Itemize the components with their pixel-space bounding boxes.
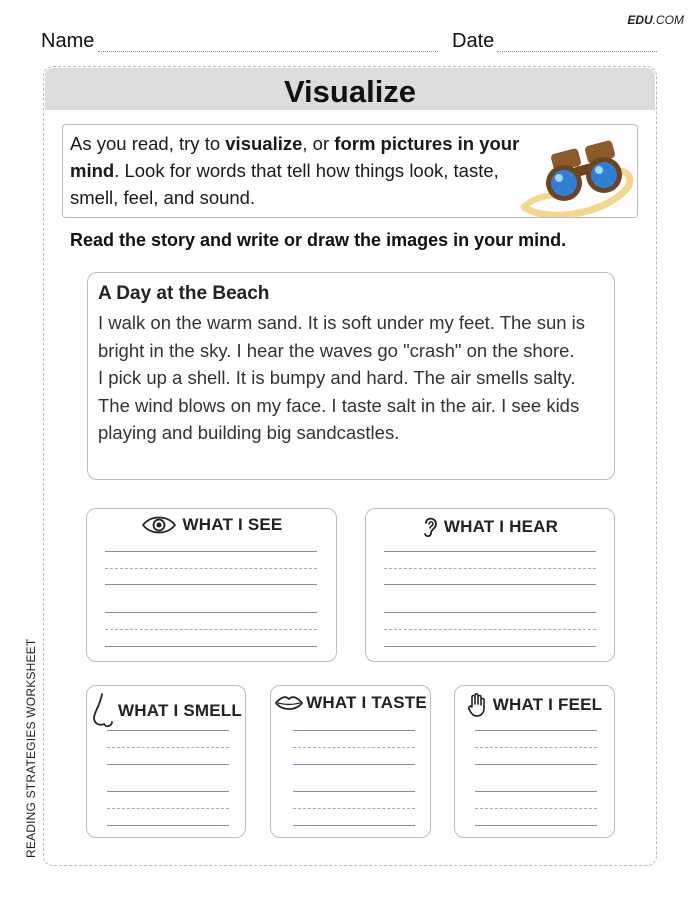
write-line[interactable] (105, 646, 317, 647)
write-line[interactable] (107, 808, 229, 809)
hear-label: WHAT I HEAR (443, 517, 559, 536)
story-body (98, 309, 608, 447)
side-label: READING STRATEGIES WORKSHEET (24, 638, 38, 858)
write-line[interactable] (107, 730, 229, 731)
see-box (86, 508, 337, 662)
write-line[interactable] (475, 764, 597, 765)
write-line[interactable] (293, 730, 415, 731)
write-line[interactable] (105, 612, 317, 613)
taste-label: WHAT I TASTE (306, 693, 427, 712)
write-line[interactable] (475, 791, 597, 792)
write-line[interactable] (107, 825, 229, 826)
page-title: Visualize (283, 74, 417, 109)
write-line[interactable] (107, 764, 229, 765)
lips-icon (274, 692, 304, 714)
hear-box (365, 508, 615, 662)
write-line[interactable] (384, 568, 596, 569)
write-line[interactable] (105, 568, 317, 569)
write-line[interactable] (384, 551, 596, 552)
write-line[interactable] (293, 764, 415, 765)
write-line[interactable] (107, 747, 229, 748)
story-title: A Day at the Beach (98, 283, 270, 304)
feel-box (454, 685, 615, 838)
write-line[interactable] (107, 791, 229, 792)
story-paragraph: I walk on the warm sand. It is soft under my feet. The sun is bright in the sky. I hear the waves go "crash" on the shore. (98, 312, 586, 361)
write-line[interactable] (293, 808, 415, 809)
feel-label: WHAT I FEEL (492, 695, 603, 714)
write-line[interactable] (384, 629, 596, 630)
name-label: Name (41, 30, 95, 52)
write-line[interactable] (293, 825, 415, 826)
intro-text: As you read, try to visualize, or form pictures in your mind. Look for words that tell how things look, taste, smell, feel, and sound. (70, 133, 520, 208)
write-line[interactable] (384, 584, 596, 585)
instruction: Read the story and write or draw the images in your mind. (70, 230, 567, 250)
write-line[interactable] (384, 646, 596, 647)
binoculars-icon (516, 135, 636, 217)
smell-label: WHAT I SMELL (118, 701, 242, 720)
brand-logo: EDU.COM (627, 13, 684, 27)
story-box (87, 272, 615, 480)
intro-box (62, 124, 638, 218)
eye-icon (141, 515, 177, 535)
write-line[interactable] (105, 551, 317, 552)
title-band (45, 68, 655, 110)
smell-box (86, 685, 246, 838)
taste-box (270, 685, 431, 838)
write-line[interactable] (475, 825, 597, 826)
story-paragraph: I pick up a shell. It is bumpy and hard. The air smells salty. The wind blows on my face. I taste salt in the air. I see kids playing and building big sandcastles. (98, 367, 580, 443)
write-line[interactable] (293, 747, 415, 748)
write-line[interactable] (475, 747, 597, 748)
ear-icon (422, 515, 438, 539)
write-line[interactable] (475, 808, 597, 809)
see-label: WHAT I SEE (182, 515, 283, 534)
write-line[interactable] (293, 791, 415, 792)
nose-icon (90, 692, 116, 730)
write-line[interactable] (475, 730, 597, 731)
write-line[interactable] (105, 584, 317, 585)
date-label: Date (452, 30, 495, 52)
write-line[interactable] (384, 612, 596, 613)
name-line[interactable] (98, 51, 438, 52)
write-line[interactable] (105, 629, 317, 630)
date-line[interactable] (497, 51, 657, 52)
hand-icon (467, 692, 487, 718)
